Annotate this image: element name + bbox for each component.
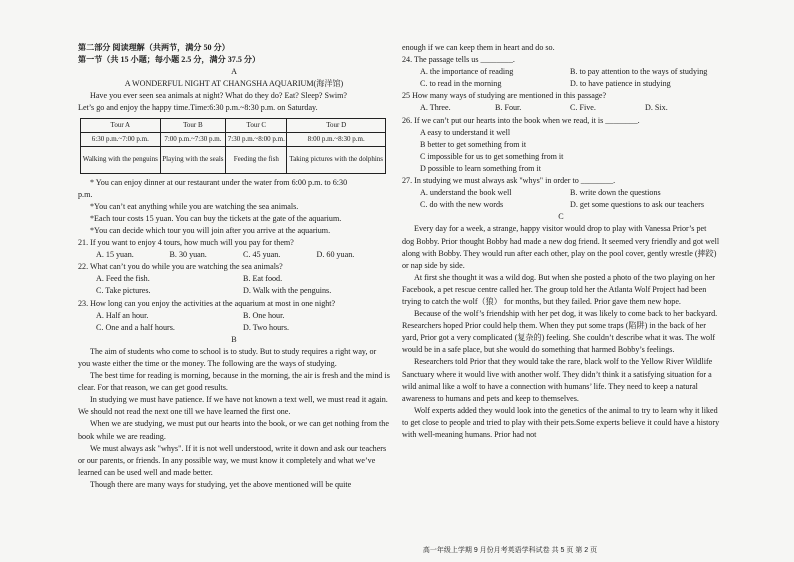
page-footer: 高一年级上学期 9 月份月考英语学科试卷 共 5 页 第 2 页 (422, 547, 598, 554)
passage-c-paragraph: At first she thought it was a wild dog. But when she posted a photo of the two playing on her Facebook, a pet rescue centre called her. The group told her the Atlanta Wolf Project had been trying to catch the wolf（狼） for months, but they failed. Prior gave them new hope. (402, 272, 716, 306)
option: A. the importance of reading (420, 67, 514, 77)
question-21: 21. If you want to enjoy 4 tours, how much will you pay for them? (78, 238, 294, 248)
option: A. understand the book well (420, 188, 512, 198)
option: C. to read in the morning (420, 79, 502, 89)
note-1-cont: p.m. (78, 189, 93, 199)
option: B. One hour. (243, 310, 285, 320)
option: C. Five. (570, 103, 596, 113)
tour-time: 8:00 p.m.~8:30 p.m. (287, 132, 386, 146)
tour-name: Tour A (81, 118, 161, 132)
option: A. 15 yuan. (96, 250, 134, 260)
question-27-options (402, 199, 720, 211)
question-24-options (402, 66, 720, 78)
option: D. Six. (645, 103, 668, 113)
tour-time: 7:00 p.m.~7:30 p.m. (160, 132, 226, 146)
tour-table (80, 118, 386, 174)
note-2: *You can’t eat anything while you are watching the sea animals. (90, 201, 299, 211)
passage-b-paragraph: In studying we must have patience. If we have not known a text well, we must read it again. We should not read the next one till we have learned the first one. (78, 395, 388, 417)
passage-a-intro-1: Have you ever seen sea animals at night? What do they do? Eat? Sleep? Swim? (90, 91, 347, 101)
option: D possible to learn something from it (420, 163, 541, 173)
question-26: 26. If we can’t put our hearts into the book when we read, it is ________. (402, 115, 640, 125)
question-25: 25 How many ways of studying are mentioned in this passage? (402, 91, 607, 101)
passage-c-paragraph: Because of the wolf’s friendship with her pet dog, it was likely to come back to her backyard. Researchers hoped Prior could help them. When they put some traps (陷阱) in the back of her yard, Prior got a very complicated (复杂的) feeling. She couldn’t describe what it was. The wolf would be in a safe place, but she would do something that harmed Bobby’s feelings. (402, 309, 718, 355)
option: A. Half an hour. (96, 310, 149, 320)
option: D. 60 yuan. (316, 250, 355, 260)
passage-c-paragraph: Wolf experts added they would look into the genetics of the animal to try to learn why it liked to get close to people and tried to play with their pets.Some experts believe it could have a history with well-meaning humans. Prior had not (402, 405, 720, 439)
passage-c-label: C (558, 212, 564, 222)
question-22: 22. What can’t you do while you are watching the sea animals? (78, 262, 283, 272)
option: A. Three. (420, 103, 451, 113)
passage-b-label: B (231, 334, 237, 344)
question-27: 27. In studying we must always ask "whys" in order to ________. (402, 176, 616, 186)
option: D. get some questions to ask our teachers (570, 200, 704, 210)
option: B better to get something from it (420, 139, 527, 149)
passage-b-paragraph: Though there are many ways for studying, yet the above mentioned will be quite (90, 479, 352, 489)
question-24: 24. The passage tells us ________. (402, 55, 515, 65)
option: B. Four. (495, 103, 522, 113)
option: C impossible for us to get something from it (420, 151, 564, 161)
option: A easy to understand it well (420, 127, 511, 137)
tour-activity: Playing with the seals (160, 146, 226, 173)
tour-name: Tour B (160, 118, 226, 132)
question-23-options (78, 322, 390, 334)
passage-b-paragraph: When we are studying, we must put our hearts into the book, or we can get nothing from the book while we are reading. (78, 419, 389, 441)
question-22-options (78, 273, 390, 285)
passage-b-paragraph: The aim of students who come to school is to study. But to study requires a right way, or you waste either the time or the money. The following are the ways of studying. (78, 346, 377, 368)
question-23: 23. How long can you enjoy the activities at the aquarium at most in one night? (78, 298, 336, 308)
tour-activity: Taking pictures with the dolphins (287, 146, 386, 173)
question-24-options (402, 78, 720, 90)
passage-a-intro-2: Let’s go and enjoy the happy time.Time:6:30 p.m.~8:30 p.m. on Saturday. (78, 103, 318, 113)
tour-activity: Feeding the fish (226, 146, 287, 173)
option: D. to have patience in studying (570, 79, 671, 89)
option: C. Take pictures. (96, 286, 151, 296)
section-title: 第二部分 阅读理解（共两节，满分 50 分） (78, 43, 230, 52)
note-4: *You can decide which tour you will join after you arrive at the aquarium. (90, 225, 331, 235)
option: B. 30 yuan. (169, 250, 207, 260)
question-22-options (78, 285, 390, 297)
option: D. Two hours. (243, 322, 290, 332)
option: C. One and a half hours. (96, 322, 175, 332)
subsection-title: 第一节（共 15 小题；每小题 2.5 分，满分 37.5 分） (78, 55, 261, 65)
left-column (78, 42, 390, 491)
option: B. write down the questions (570, 188, 661, 198)
tour-name: Tour C (226, 118, 287, 132)
tour-name: Tour D (287, 118, 386, 132)
passage-c-paragraph: Researchers told Prior that they would take the rare, black wolf to the Yellow River Wildlife Sanctuary where it would live with another wolf. They didn’t think it a satisfying situation for a wild animal like a wolf to have a connection with humans’ life. They need to keep a natural awareness to humans and pets and keep to themselves. (402, 357, 713, 403)
question-21-options (78, 249, 390, 261)
passage-b-paragraph: The best time for reading is morning, because in the morning, the air is fresh and the mind is clear. For that reason, we can get good results. (78, 371, 390, 393)
tour-activity: Walking with the penguins (81, 146, 161, 173)
option: C. do with the new words (420, 200, 504, 210)
option: C. 45 yuan. (243, 250, 281, 260)
note-1: * You can enjoy dinner at our restaurant under the water from 6:00 p.m. to 6:30 (90, 177, 348, 187)
question-27-options (402, 187, 720, 199)
passage-b-continued: enough if we can keep them in heart and do so. (402, 43, 555, 52)
passage-b-paragraph: We must always ask "whys". If it is not well understood, write it down and ask our teachers or our parents, or friends. In any possible way, we must know it completely and what we’ve learned can be used well and made better. (78, 443, 387, 477)
option: A. Feed the fish. (96, 274, 150, 284)
passage-a-label: A (231, 67, 237, 77)
option: B. Eat food. (243, 274, 283, 284)
option: D. Walk with the penguins. (243, 286, 332, 296)
passage-c-paragraph: Every day for a week, a strange, happy visitor would drop to play with Vanessa Prior’s pet dog Bobby. Prior thought Bobby had made a new dog friend. It seemed very friendly and got well along with Bobby. They would run after each other, play on the pool cover, gently wrestle (摔跤) or nap side by side. (402, 224, 720, 270)
tour-time: 6:30 p.m.~7:00 p.m. (81, 132, 161, 146)
note-3: *Each tour costs 15 yuan. You can buy the tickets at the gate of the aquarium. (90, 213, 342, 223)
tour-time: 7:30 p.m.~8:00 p.m. (226, 132, 287, 146)
question-23-options (78, 310, 390, 322)
passage-a-title: A WONDERFUL NIGHT AT CHANGSHA AQUARIUM(海洋馆) (124, 79, 344, 89)
question-25-options (402, 102, 720, 114)
right-column (402, 42, 720, 441)
option: B. to pay attention to the ways of studying (570, 67, 708, 77)
